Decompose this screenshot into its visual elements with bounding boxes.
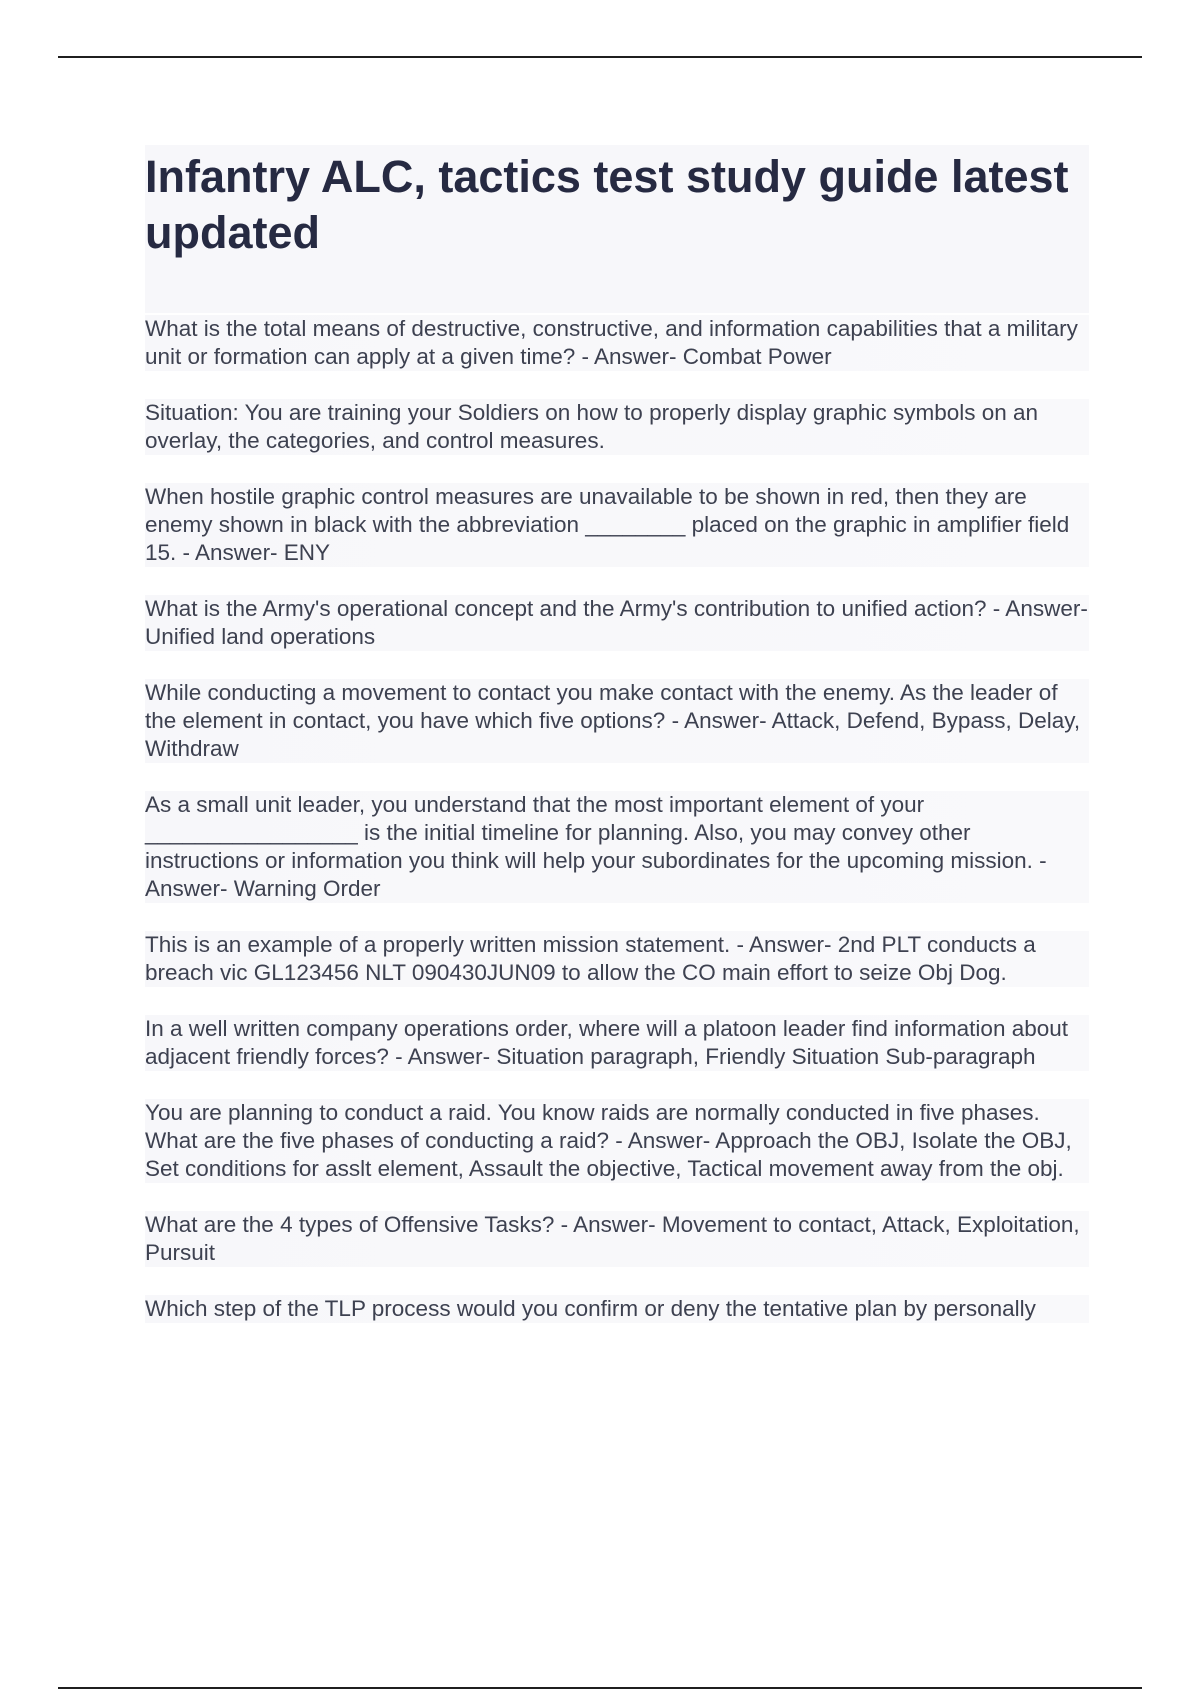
- qa-list: [145, 315, 1089, 1323]
- qa-paragraph: When hostile graphic control measures are unavailable to be shown in red, then they are enemy shown in black with the abbreviation ________ placed on the graphic in amplifier field 15. - Answer- ENY: [145, 483, 1089, 567]
- title-block: [145, 145, 1089, 313]
- qa-paragraph: While conducting a movement to contact you make contact with the enemy. As the leader of the element in contact, you have which five options? - Answer- Attack, Defend, Bypass, Delay, Withdraw: [145, 679, 1089, 763]
- qa-paragraph: What is the Army's operational concept and the Army's contribution to unified action? - Answer- Unified land operations: [145, 596, 1088, 649]
- qa-paragraph: What are the 4 types of Offensive Tasks? - Answer- Movement to contact, Attack, Exploitation, Pursuit: [145, 1211, 1089, 1267]
- document-title: Infantry ALC, tactics test study guide latest updated: [145, 151, 1069, 258]
- top-rule: [58, 56, 1142, 58]
- bottom-rule: [58, 1687, 1142, 1689]
- qa-paragraph: This is an example of a properly written mission statement. - Answer- 2nd PLT conducts a breach vic GL123456 NLT 090430JUN09 to allow the CO main effort to seize Obj Dog.: [145, 931, 1089, 987]
- qa-paragraph: You are planning to conduct a raid. You know raids are normally conducted in five phases. What are the five phases of conducting a raid? - Answer- Approach the OBJ, Isolate the OBJ, Set conditions for asslt element, Assault the objective, Tactical movement away from the obj.: [145, 1099, 1089, 1183]
- qa-paragraph: In a well written company operations order, where will a platoon leader find information about adjacent friendly forces? - Answer- Situation paragraph, Friendly Situation Sub-paragraph: [145, 1015, 1089, 1071]
- document-body: [145, 145, 1089, 1323]
- qa-paragraph: As a small unit leader, you understand that the most important element of your _________________ is the initial timeline for planning. Also, you may convey other instructions or information you think will help your subordinates for the upcoming mission. - Answer- Warning Order: [145, 791, 1089, 903]
- qa-paragraph: Situation: You are training your Soldiers on how to properly display graphic symbols on an overlay, the categories, and control measures.: [145, 399, 1089, 455]
- qa-paragraph: What is the total means of destructive, constructive, and information capabilities that a military unit or formation can apply at a given time? - Answer- Combat Power: [145, 315, 1089, 371]
- qa-paragraph: Which step of the TLP process would you confirm or deny the tentative plan by personally: [145, 1295, 1089, 1323]
